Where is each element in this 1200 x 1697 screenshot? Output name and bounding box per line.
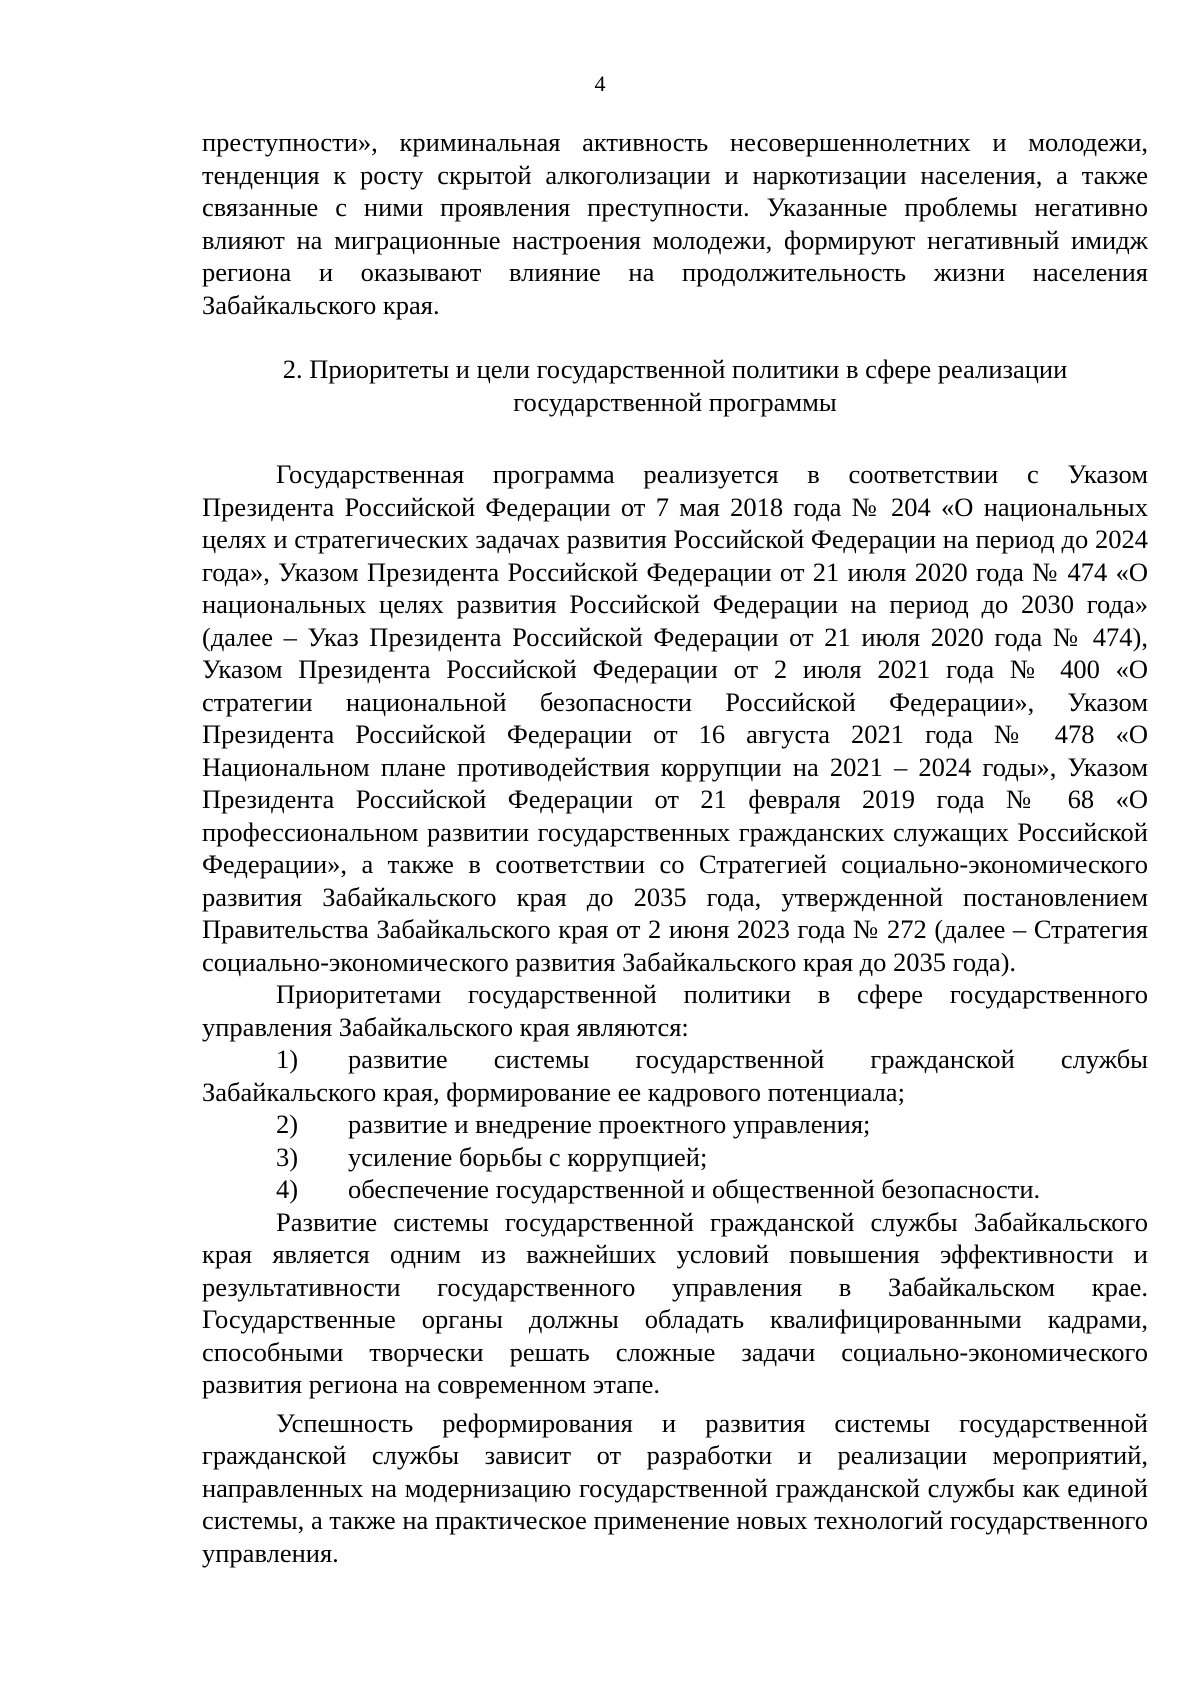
list-item-text: обеспечение государственной и общественной безопасности. (348, 1174, 1041, 1204)
list-item (202, 1108, 1148, 1141)
list-item-number: 3) (276, 1141, 299, 1172)
list-item-number: 4) (276, 1174, 299, 1204)
section-heading: 2. Приоритеты и цели государственной политики в сфере реализации государственной программы (282, 354, 1068, 417)
priorities-list (202, 1043, 1148, 1206)
list-item (202, 1173, 1148, 1206)
list-item-text: развитие системы государственной гражданской службы Забайкальского края, формирование ее кадрового потенциала; (202, 1044, 1148, 1107)
list-item-number: 1) (276, 1044, 299, 1074)
paragraph-legal-basis: Государственная программа реализуется в соответствии с Указом Президента Российской Федерации от 7 мая 2018 года № 204 «О национальных целях и стратегических задачах развития Российской Федерации на период до 2024 года», Указом Президента Российской Федерации от 21 июля 2020 года № 474 «О национальных целях развития Российской Федерации на период до 2030 года» (далее – Указ Президента Российской Федерации от 21 июля 2020 года № 474), Указом Президента Российской Федерации от 2 июля 2021 года № 400 «О стратегии национальной безопасности Российской Федерации», Указом Президента Российской Федерации от 16 августа 2021 года № 478 «О Национальном плане противодействия коррупции на 2021 – 2024 годы», Указом Президента Российской Федерации от 21 февраля 2019 года № 68 «О профессиональном развитии государственных гражданских служащих Российской Федерации», а также в соответствии со Стратегией социально-экономического развития Забайкальского края до 2035 года, утвержденной постановлением Правительства Забайкальского края от 2 июня 2023 года № 272 (далее – Стратегия социально-экономического развития Забайкальского края до 2035 года). (202, 459, 1148, 977)
paragraph-reform: Успешность реформирования и развития системы государственной гражданской службы зависит от разработки и реализации мероприятий, направленных на модернизацию государственной гражданской службы как единой системы, а также на практическое применение новых технологий государственного управления. (202, 1407, 1148, 1568)
list-item (202, 1043, 1148, 1108)
list-item-text: усиление борьбы с коррупцией; (348, 1141, 708, 1172)
list-item-number: 2) (276, 1109, 299, 1139)
document-body (202, 126, 1148, 1569)
page-number: 4 (594, 71, 606, 96)
list-item-text: развитие и внедрение проектного управления; (348, 1109, 871, 1139)
paragraph-continuation: преступности», криминальная активность несовершеннолетних и молодежи, тенденция к росту скрытой алкоголизации и наркотизации населения, а также связанные с ними проявления преступности. Указанные проблемы негативно влияют на миграционные настроения молодежи, формируют негативный имидж региона и оказывают влияние на продолжительность жизни населения Забайкальского края. (202, 127, 1148, 320)
paragraph-civil-service: Развитие системы государственной гражданской службы Забайкальского края является одним из важнейших условий повышения эффективности и результативности государственного управления в Забайкальском крае. Государственные органы должны обладать квалифицированными кадрами, способными творчески решать сложные задачи социально-экономического развития региона на современном этапе. (202, 1206, 1148, 1399)
list-item (202, 1141, 1148, 1174)
paragraph-priorities-intro: Приоритетами государственной политики в сфере государственного управления Забайкальского края являются: (202, 979, 1148, 1042)
